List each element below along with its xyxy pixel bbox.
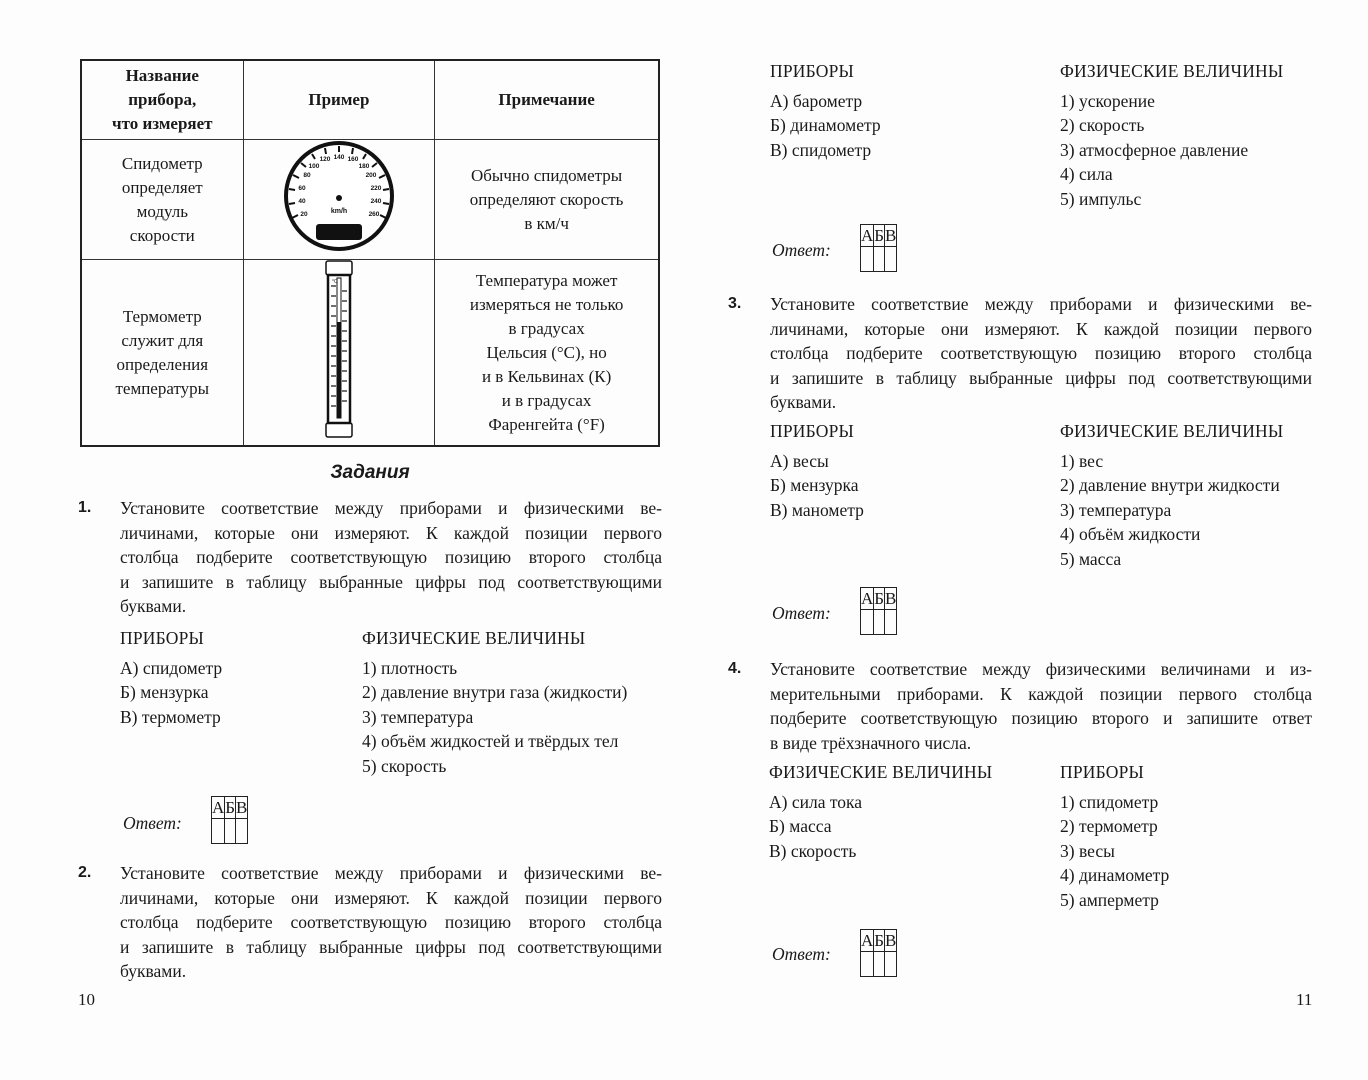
list-item: 2) давление внутри жидкости [1060,475,1280,495]
list-item: 1) спидометр [1060,791,1159,812]
task-text-line: личинами, которые они измеряют. К каждой позиции первого [120,887,662,908]
svg-text:40: 40 [298,198,306,205]
right-page [684,0,1368,1080]
cell-line: в градусах [508,318,585,338]
task-text-line: буквами. [120,596,187,616]
answer-table [860,929,897,977]
list-item: 1) плотность [362,657,458,678]
cell-line: скорости [129,225,195,245]
svg-text:120: 120 [319,156,331,163]
speedometer-example-cell [243,140,435,260]
answer-header-b: Б [874,931,885,950]
answer-label: Ответ: [772,240,831,260]
thermometer-icon [324,260,354,438]
answer-table [211,796,248,844]
answer-header-a: А [861,931,874,950]
task-text-line: Установите соответствие между физическими величинами и из- [770,659,1312,679]
task-text-line: столбца подберите соответствующую позицию второго столбца [120,547,662,567]
list-item: 4) сила [1060,164,1113,184]
list-item: 5) скорость [362,755,447,776]
left-column [770,419,864,522]
header-example: Пример [243,60,435,140]
answer-header-a: А [212,798,225,817]
list-item: 5) импульс [1060,188,1142,209]
answer-cell-v[interactable] [885,247,897,272]
svg-text:80: 80 [303,172,311,179]
answer-cell-v[interactable] [236,819,248,844]
cell-line: в км/ч [524,213,569,233]
list-item: А) сила тока [769,791,863,812]
answer-header-b: Б [874,589,885,608]
left-column [770,59,881,162]
task-text-line: в виде трёхзначного числа. [770,732,972,753]
column-heading: ПРИБОРЫ [120,628,204,648]
cell-line: измеряться не только [469,294,624,314]
list-item: 1) ускорение [1060,90,1155,111]
left-column [769,760,992,863]
cell-line: Термометр [122,306,202,326]
list-item: 2) скорость [1060,115,1145,135]
cell-line: определяет [121,177,203,197]
task-text-line: Установите соответствие между приборами и физическими ве- [120,498,662,518]
right-column [362,626,627,778]
svg-text:180: 180 [358,163,370,170]
header-line: прибора, [128,90,197,109]
answer-cell-a[interactable] [212,819,225,844]
header-note: Примечание [435,60,659,140]
svg-text:20: 20 [300,211,308,218]
cell-line: Температура может [475,270,618,290]
answer-header-a: А [861,226,874,245]
answer-cell-v[interactable] [885,952,897,977]
svg-text:°C: °C [331,279,338,285]
answer-header-b: Б [874,226,885,245]
left-column [120,626,222,729]
svg-text:260: 260 [368,211,380,218]
list-item: 2) давление внутри газа (жидкости) [362,682,628,702]
column-heading: ПРИБОРЫ [770,421,854,441]
task-text-line: столбца подберите соответствующую позицию второго столбца [120,912,662,932]
task-text-line: Установите соответствие между приборами и физическими ве- [770,294,1312,314]
right-column [1060,419,1283,571]
answer-table [860,224,897,272]
table-row [81,260,659,447]
list-item: 5) масса [1060,548,1122,569]
answer-header-v: В [236,798,248,817]
table-row [81,140,659,260]
answer-cell-b[interactable] [225,819,236,844]
list-item: 3) температура [362,706,474,727]
task-number: 2. [78,864,92,881]
list-item: В) скорость [769,840,857,861]
column-heading: ПРИБОРЫ [770,61,854,81]
instruments-reference-table [80,59,660,447]
svg-text:200: 200 [365,172,377,179]
cell-line: Спидометр [121,153,203,173]
list-item: 5) амперметр [1060,889,1159,910]
header-instrument-name [81,60,243,140]
header-line: что измеряет [112,114,213,133]
cell-line: служит для [121,330,204,350]
cell-line: модуль [136,201,188,221]
thermometer-name-cell [81,260,243,447]
task-text-line: и запишите в таблицу выбранные цифры под соответствующими [120,936,662,957]
task-text-line: личинами, которые они измеряют. К каждой позиции первого [120,522,662,543]
task-text [120,496,662,619]
column-heading: ФИЗИЧЕСКИЕ ВЕЛИЧИНЫ [362,628,586,648]
list-item: 4) объём жидкостей и твёрдых тел [362,731,619,751]
page-number-left: 10 [78,990,95,1009]
list-item: А) барометр [770,90,863,111]
answer-header-v: В [885,589,897,608]
cell-line: определения [116,354,209,374]
task-text-line: буквами. [120,961,187,981]
cell-line: Цельсия (°С), но [486,342,607,362]
cell-line: и в Кельвинах (К) [481,366,612,386]
svg-text:240: 240 [370,198,382,205]
task-text-line: столбца подберите соответствующую позицию второго столбца [770,343,1312,363]
svg-text:100: 100 [308,163,320,170]
list-item: 3) весы [1060,840,1115,861]
answer-header-v: В [885,931,897,950]
list-item: Б) мензурка [120,682,209,702]
list-item: 4) объём жидкости [1060,524,1201,544]
task-text-line: мерительными приборами. К каждой позиции первого столбца [770,683,1312,704]
task-text [770,657,1312,755]
cell-line: и в градусах [501,390,592,410]
column-heading: ФИЗИЧЕСКИЕ ВЕЛИЧИНЫ [1060,421,1284,441]
task-text-line: Установите соответствие между приборами и физическими ве- [120,863,662,883]
speedometer-icon [278,140,400,252]
task-text-line: буквами. [770,392,837,412]
speedometer-name-cell [81,140,243,260]
column-heading: ФИЗИЧЕСКИЕ ВЕЛИЧИНЫ [1060,61,1284,81]
answer-cell-a[interactable] [861,952,874,977]
list-item: Б) масса [769,816,832,836]
thermometer-note-cell [435,260,659,447]
svg-text:60: 60 [298,185,306,192]
answer-cell-a[interactable] [861,610,874,635]
answer-header-a: А [861,589,874,608]
table-header-row [81,60,659,140]
list-item: 3) температура [1060,499,1172,520]
speedometer-note-cell [435,140,659,260]
svg-text:220: 220 [370,185,382,192]
list-item: В) манометр [770,499,864,520]
page-number-right: 11 [1296,990,1313,1009]
list-item: 4) динамометр [1060,865,1170,885]
task-number: 3. [728,295,742,312]
task-text [770,292,1312,415]
list-item: 2) термометр [1060,816,1158,836]
section-title: Задания [330,462,410,483]
answer-table [860,587,897,635]
list-item: В) спидометр [770,139,872,160]
svg-text:140: 140 [333,154,345,161]
task-text-line: и запишите в таблицу выбранные цифры под соответствующими [770,367,1312,388]
list-item: В) термометр [120,706,221,727]
list-item: А) весы [770,450,829,471]
svg-text:160: 160 [347,156,359,163]
right-column [1060,59,1283,211]
list-item: А) спидометр [120,657,223,678]
answer-cell-a[interactable] [861,247,874,272]
task-text-line: личинами, которые они измеряют. К каждой позиции первого [770,318,1312,339]
task-number: 1. [78,499,92,516]
answer-cell-v[interactable] [885,610,897,635]
cell-line: температуры [115,378,210,398]
cell-line: Фаренгейта (°F) [488,414,605,434]
right-column [1060,760,1169,912]
header-line: Название [125,66,199,85]
task-number: 4. [728,660,742,677]
answer-cell-b[interactable] [874,952,885,977]
cell-line: Обычно спидометры [471,165,623,185]
list-item: Б) динамометр [770,115,881,135]
task-text-line: и запишите в таблицу выбранные цифры под соответствующими [120,571,662,592]
answer-label: Ответ: [772,944,831,964]
answer-label: Ответ: [123,813,182,833]
cell-line: определяют скорость [469,189,624,209]
thermometer-example-cell [243,260,435,447]
task-text-line: подберите соответствующую позицию второго и запишите ответ [770,708,1312,728]
answer-header-v: В [885,226,897,245]
column-heading: ПРИБОРЫ [1060,762,1144,782]
list-item: 3) атмосферное давление [1060,139,1249,160]
answer-cell-b[interactable] [874,610,885,635]
answer-label: Ответ: [772,603,831,623]
column-heading: ФИЗИЧЕСКИЕ ВЕЛИЧИНЫ [769,762,993,782]
answer-header-b: Б [225,798,236,817]
task-text [120,861,662,984]
answer-cell-b[interactable] [874,247,885,272]
svg-text:km/h: km/h [330,208,348,215]
list-item: Б) мензурка [770,475,859,495]
list-item: 1) вес [1060,450,1104,471]
